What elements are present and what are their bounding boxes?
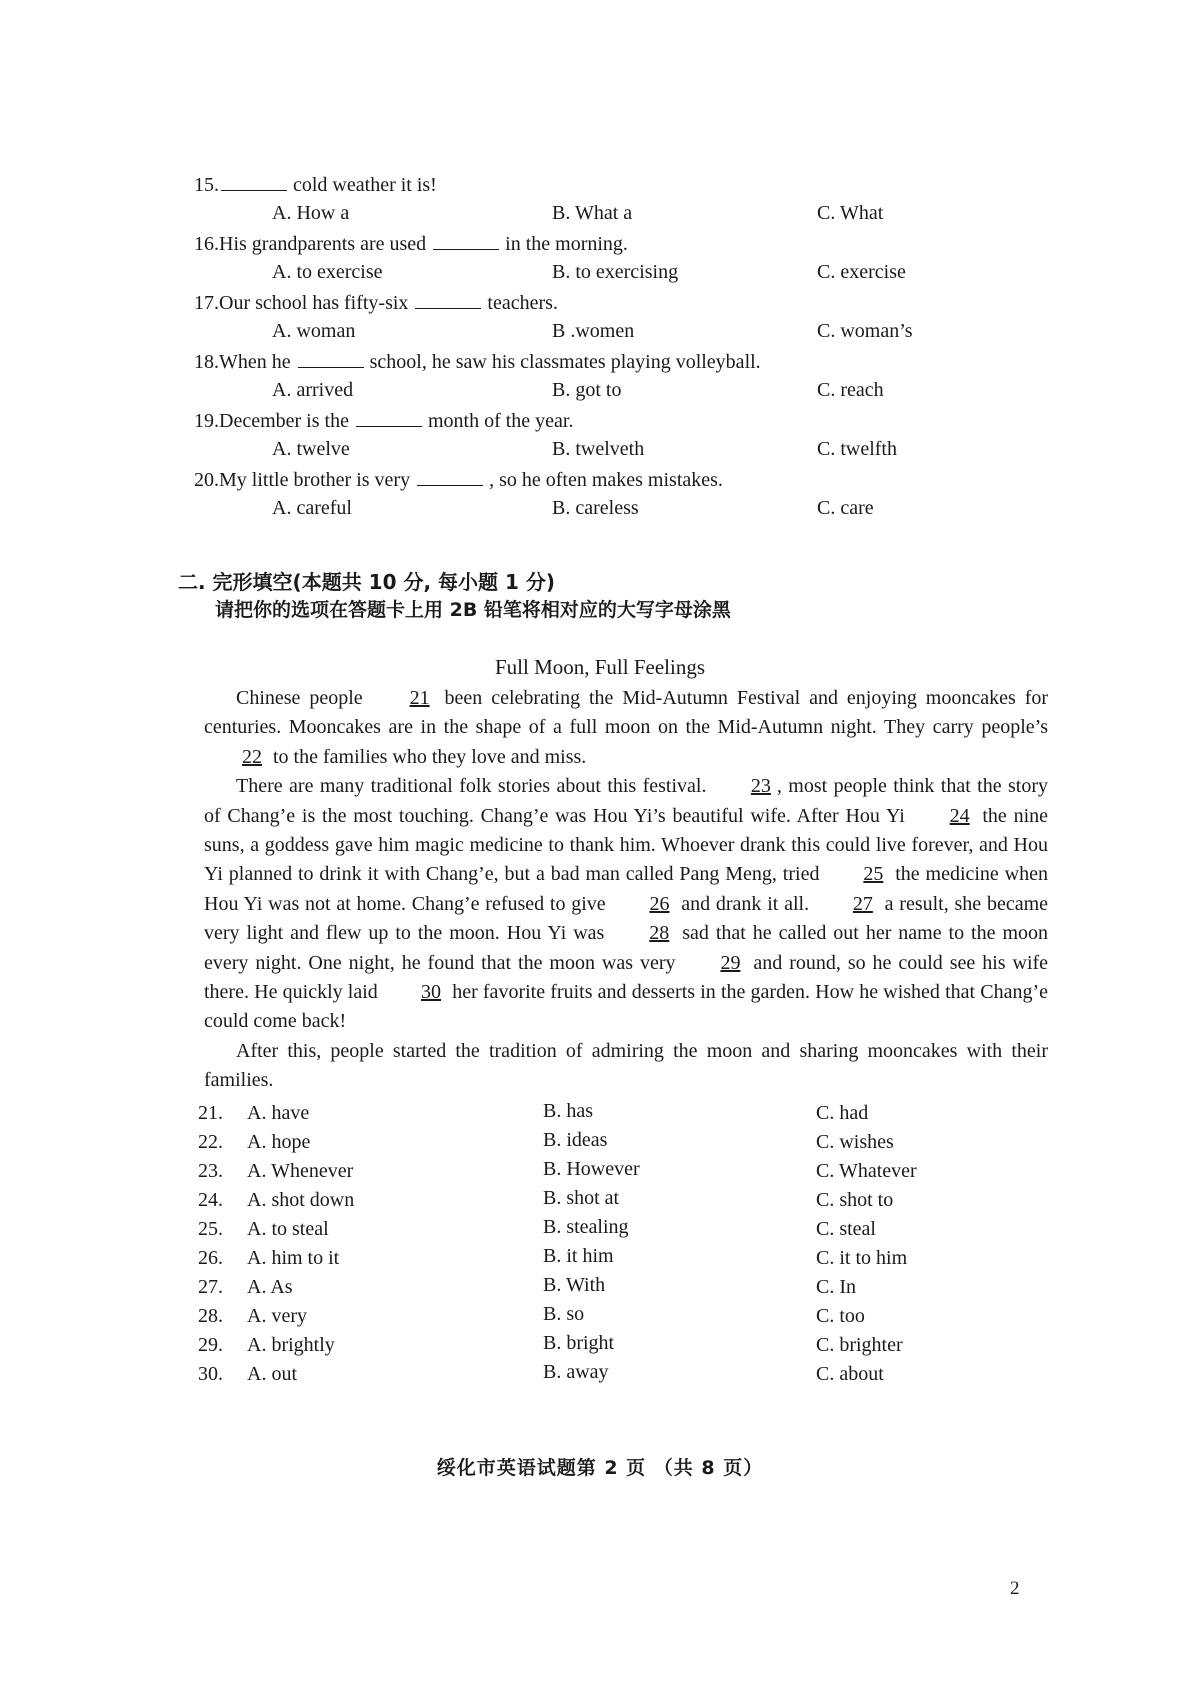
option-a: A. have [247, 1102, 310, 1124]
answer-blank [415, 292, 481, 309]
option-c: C. had [816, 1102, 869, 1124]
option-a: A. him to it [247, 1247, 340, 1269]
option-b: B. it him [543, 1245, 614, 1267]
option-a: A. arrived [272, 379, 354, 401]
option-c: C. shot to [816, 1189, 894, 1211]
question-stem: 18.When he school, he saw his classmates playing volleyball. [194, 351, 761, 373]
exam-page: 15. cold weather it is! A. How a B. What a C. What 16.His grandparents are used in the morning. A. to exercise B. to exercising C. exercise 17.Our school has fifty-six teachers. A. woman B .women C. woman’s 18.When he school, he saw his classmates playing volleyball. A. arrived B. got to C. reach 19.December is the month of the year. A. twelve B. twelveth C. twelfth 20.My little brother is very , so he often makes mistakes. A. careful B. careless C. care 二. 完形填空(本题共 10 分, 每小题 1 分) 请把你的选项在答题卡上用 2B 铅笔将相对应的大写字母涂黑 Full Moon, Full Feelings Chinese people 21 been celebrating the Mid-Autumn Festival and enjoying mooncakes for centuries. Mooncakes are in the shape of a full moon on the Mid-Autumn night. They carry people’s 22 to the families who they love and miss. There are many traditional folk stories about this festival. 23 , most people think that the story of Chang’e is the most touching. Chang’e was Hou Yi’s beautiful wife. After Hou Yi 24 the nine suns, a goddess gave him magic medicine to thank him. Whoever drank this could live forever, and Hou Yi planned to drink it with Chang’e, but a bad man called Pang Meng, tried 25 the medicine when Hou Yi was not at home. Chang’e refused to give 26 and drank it all. 27 a result, she became very light and flew up to the moon. Hou Yi was 28 sad that he called out her name to the moon every night. One night, he found that the moon was very 29 and round, so he could see his wife there. He quickly laid 30 her favorite fruits and desserts in the garden. How he wished that Chang’e could come back! After this, people started the tradition of admiring the moon and sharing mooncakes with their families. 21. A. have B. has C. had 22. A. hope B. ideas C. wishes 23. A. Whenever B. However C. Whatever 24. A. shot down B. shot at C. shot to 25. A. to steal B. stealing C. steal 26. A. him to it B. it him C. it to him 27. A. As B. With C. In 28. A. very B. so C. too 29. A. brightly B. bright C. brighter 30. A. out B. away C. about 绥化市英语试题第 2 页 （共 8 页） 2 [0, 0, 1200, 1698]
option-c: C. exercise [817, 261, 906, 283]
option-b: B. What a [552, 202, 633, 224]
answer-blank [221, 174, 287, 191]
option-c: C. too [816, 1305, 865, 1327]
option-a: A. woman [272, 320, 356, 342]
option-c: C. about [816, 1363, 884, 1385]
option-b: B. With [543, 1274, 606, 1296]
passage-title: Full Moon, Full Feelings [494, 655, 706, 679]
blank-29: 29 [720, 951, 741, 974]
option-c: C. woman’s [817, 320, 913, 342]
option-c: C. brighter [816, 1334, 903, 1356]
section-instruction: 请把你的选项在答题卡上用 2B 铅笔将相对应的大写字母涂黑 [215, 599, 731, 621]
option-a: A. hope [247, 1131, 311, 1153]
passage-body [204, 684, 1048, 1096]
option-b: B .women [552, 320, 635, 342]
option-b: B. bright [543, 1332, 615, 1354]
option-b: B. twelveth [552, 438, 645, 460]
blank-26: 26 [649, 892, 670, 915]
question-stem: 17.Our school has fifty-six teachers. [194, 292, 558, 314]
option-b: B. careless [552, 497, 639, 519]
blank-24: 24 [949, 804, 970, 827]
option-b: B. However [543, 1158, 640, 1180]
option-c: C. Whatever [816, 1160, 917, 1182]
option-a: A. As [247, 1276, 293, 1298]
option-a: A. shot down [247, 1189, 355, 1211]
option-a: A. very [247, 1305, 307, 1327]
answer-blank [433, 233, 499, 250]
question-stem: 15. cold weather it is! [194, 174, 437, 196]
option-a: A. twelve [272, 438, 350, 460]
question-stem: 20.My little brother is very , so he often makes mistakes. [194, 469, 723, 491]
answer-blank [417, 469, 483, 486]
blank-28: 28 [649, 922, 670, 945]
option-c: C. What [817, 202, 884, 224]
option-b: B. has [543, 1100, 593, 1122]
option-a: A. out [247, 1363, 297, 1385]
option-a: A. How a [272, 202, 350, 224]
option-a: A. careful [272, 497, 352, 519]
option-c: C. care [817, 497, 874, 519]
option-b: B. shot at [543, 1187, 620, 1209]
option-c: C. wishes [816, 1131, 894, 1153]
option-c: C. steal [816, 1218, 876, 1240]
question-stem: 19.December is the month of the year. [194, 410, 574, 432]
option-b: B. got to [552, 379, 622, 401]
option-b: B. away [543, 1361, 609, 1383]
answer-blank [298, 351, 364, 368]
option-a: A. to exercise [272, 261, 383, 283]
blank-25: 25 [863, 863, 884, 886]
passage-paragraph-1: Chinese people 21 been celebrating the Mid-Autumn Festival and enjoying mooncakes for centuries. Mooncakes are in the shape of a full moon on the Mid-Autumn night. They carry people’s 22 to the families who they love and miss. [204, 684, 1048, 772]
option-c: C. twelfth [817, 438, 897, 460]
option-c: C. it to him [816, 1247, 908, 1269]
passage-paragraph-3: After this, people started the tradition of admiring the moon and sharing mooncakes with their families. [204, 1039, 1048, 1092]
option-c: C. In [816, 1276, 856, 1298]
passage-paragraph-2: There are many traditional folk stories about this festival. 23 , most people think that the story of Chang’e is the most touching. Chang’e was Hou Yi’s beautiful wife. After Hou Yi 24 the nine suns, a goddess gave him magic medicine to thank him. Whoever drank this could live forever, and Hou Yi planned to drink it with Chang’e, but a bad man called Pang Meng, tried 25 the medicine when Hou Yi was not at home. Chang’e refused to give 26 and drank it all. 27 a result, she became very light and flew up to the moon. Hou Yi was 28 sad that he called out her name to the moon every night. One night, he found that the moon was very 29 and round, so he could see his wife there. He quickly laid 30 her favorite fruits and desserts in the garden. How he wished that Chang’e could come back! [204, 772, 1048, 1037]
option-b: B. stealing [543, 1216, 629, 1238]
blank-21: 21 [409, 687, 430, 709]
option-a: A. brightly [247, 1334, 335, 1356]
option-b: B. so [543, 1303, 585, 1325]
option-b: B. ideas [543, 1129, 608, 1151]
blank-30: 30 [421, 981, 441, 1004]
option-b: B. to exercising [552, 261, 679, 283]
question-stem: 16.His grandparents are used in the morning. [194, 233, 628, 255]
option-a: A. Whenever [247, 1160, 354, 1182]
option-c: C. reach [817, 379, 884, 401]
option-a: A. to steal [247, 1218, 329, 1240]
blank-27: 27 [852, 892, 873, 915]
page-number: 2 [1010, 1578, 1020, 1599]
blank-23: 23 [750, 775, 771, 798]
blank-22: 22 [242, 745, 262, 768]
section-heading: 二. 完形填空(本题共 10 分, 每小题 1 分) [178, 570, 556, 594]
page-footer: 绥化市英语试题第 2 页 （共 8 页） [436, 1457, 764, 1479]
answer-blank [356, 410, 422, 427]
